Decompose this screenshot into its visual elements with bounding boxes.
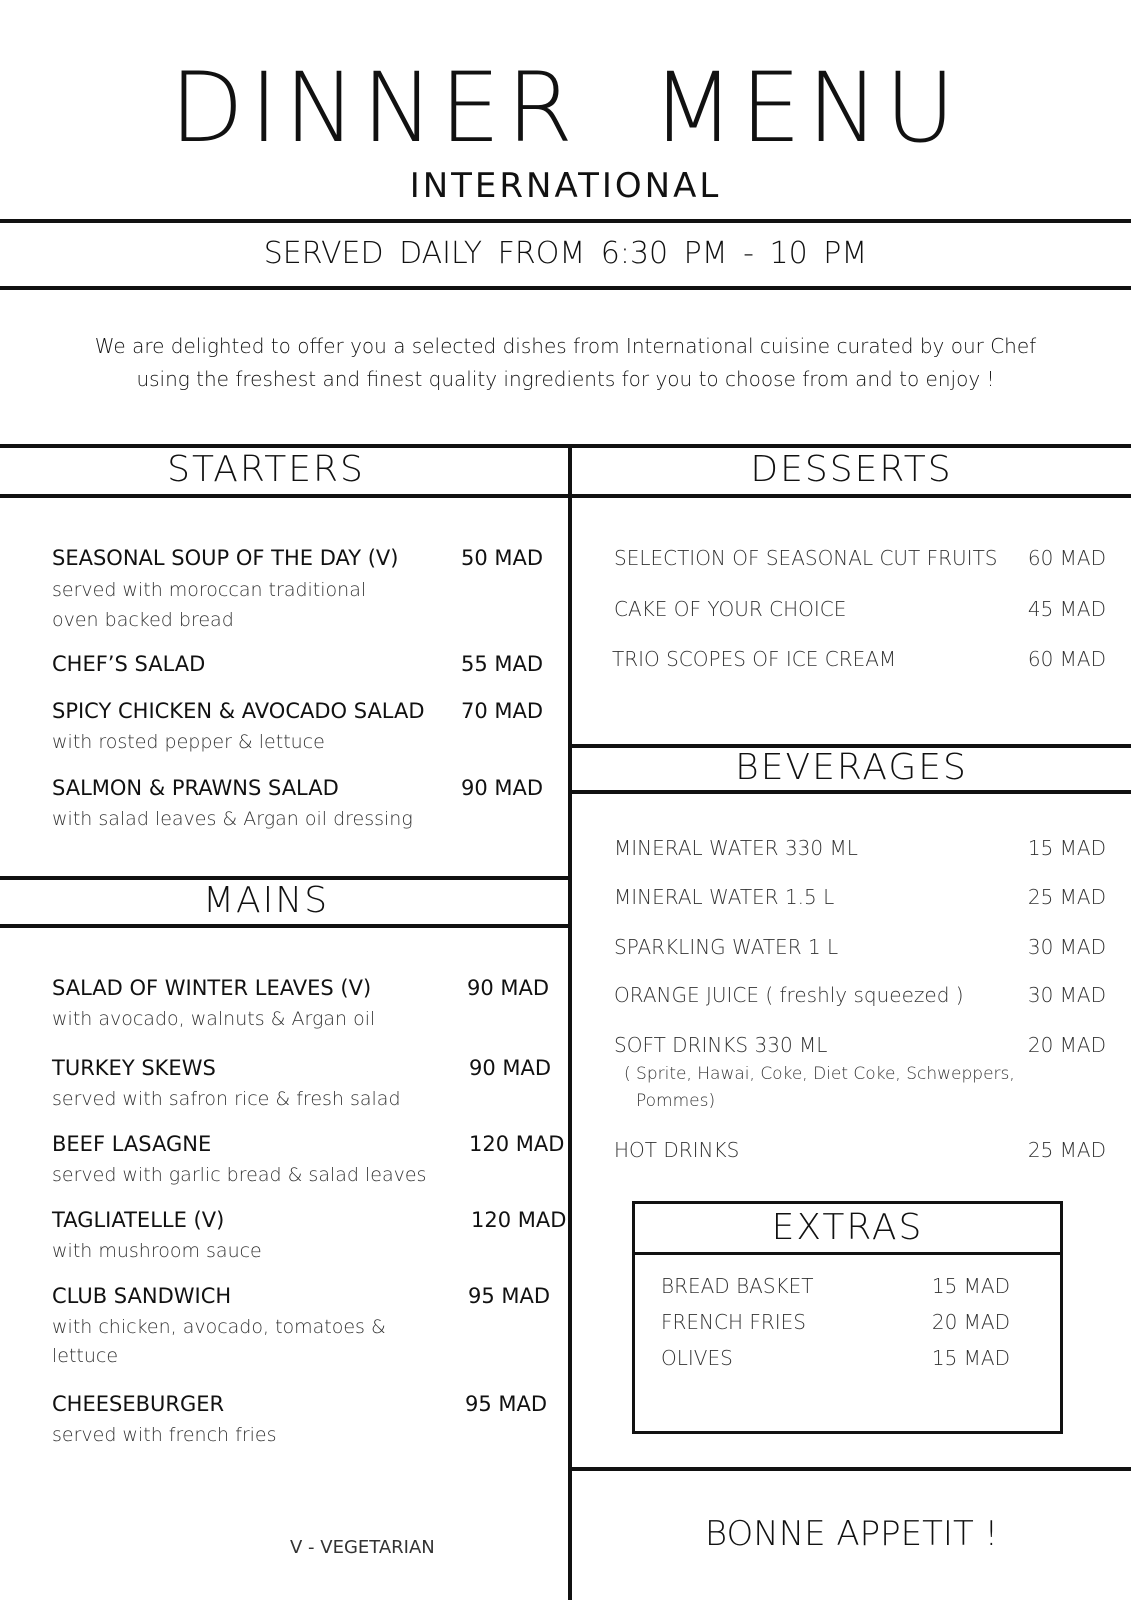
main-name: TURKEY SKEWS	[52, 1056, 216, 1080]
main-description: served with french fries	[52, 1424, 277, 1446]
divider	[0, 286, 1131, 290]
divider	[570, 790, 1131, 794]
dessert-price: 60 MAD	[1027, 647, 1106, 671]
main-price: 120 MAD	[469, 1132, 565, 1156]
divider	[570, 1467, 1131, 1471]
extra-price: 20 MAD	[931, 1310, 1010, 1334]
main-name: CLUB SANDWICH	[52, 1284, 232, 1308]
starter-description: with rosted pepper & lettuce	[52, 731, 325, 753]
beverage-description: ( Sprite, Hawai, Coke, Diet Coke, Schweppers,	[624, 1064, 1015, 1084]
main-name: CHEESEBURGER	[52, 1392, 225, 1416]
divider	[632, 1252, 1063, 1255]
main-name: BEEF LASAGNE	[52, 1132, 212, 1156]
starter-description: oven backed bread	[52, 609, 234, 631]
main-description: lettuce	[52, 1345, 119, 1367]
beverage-price: 20 MAD	[1027, 1033, 1106, 1057]
extra-name: BREAD BASKET	[661, 1274, 814, 1298]
main-description: with chicken, avocado, tomatoes &	[52, 1316, 386, 1338]
dessert-name: SELECTION OF SEASONAL CUT FRUITS	[614, 546, 998, 570]
dessert-price: 45 MAD	[1027, 597, 1106, 621]
extra-price: 15 MAD	[931, 1274, 1010, 1298]
starter-price: 70 MAD	[461, 699, 544, 723]
starter-price: 90 MAD	[461, 776, 544, 800]
starter-description: served with moroccan traditional	[52, 579, 367, 601]
starter-name: SPICY CHICKEN & AVOCADO SALAD	[52, 699, 425, 723]
beverage-description: Pommes)	[636, 1091, 716, 1111]
main-description: served with safron rice & fresh salad	[52, 1088, 401, 1110]
beverages-title: BEVERAGES	[735, 747, 968, 788]
main-description: with avocado, walnuts & Argan oil	[52, 1008, 376, 1030]
beverage-name: MINERAL WATER 1.5 L	[614, 885, 835, 909]
main-name: SALAD OF WINTER LEAVES (V)	[52, 976, 372, 1000]
beverage-name: SOFT DRINKS 330 ML	[614, 1033, 828, 1057]
main-price: 90 MAD	[469, 1056, 552, 1080]
starters-title: STARTERS	[167, 449, 365, 490]
dessert-price: 60 MAD	[1027, 546, 1106, 570]
mains-title: MAINS	[202, 880, 330, 921]
beverage-name: ORANGE JUICE ( freshly squeezed )	[614, 983, 964, 1007]
beverage-price: 30 MAD	[1027, 983, 1106, 1007]
main-description: with mushroom sauce	[52, 1240, 262, 1262]
main-price: 120 MAD	[471, 1208, 567, 1232]
starter-price: 50 MAD	[461, 546, 544, 570]
beverage-name: MINERAL WATER 330 ML	[614, 836, 858, 860]
column-divider	[568, 444, 572, 1600]
dessert-name: CAKE OF YOUR CHOICE	[614, 597, 847, 621]
intro-text	[60, 330, 1071, 396]
main-price: 90 MAD	[467, 976, 550, 1000]
extra-name: OLIVES	[661, 1346, 733, 1370]
serving-hours: SERVED DAILY FROM 6:30 PM - 10 PM	[263, 236, 868, 271]
intro-line: We are delighted to offer you a selected dishes from International cuisine curated by our Chef	[94, 334, 1037, 358]
beverage-name: HOT DRINKS	[614, 1138, 740, 1162]
main-price: 95 MAD	[465, 1392, 548, 1416]
closing-text: BONNE APPETIT !	[704, 1514, 999, 1554]
vegetarian-note: V - VEGETARIAN	[290, 1537, 435, 1558]
main-description: served with garlic bread & salad leaves	[52, 1164, 427, 1186]
starter-price: 55 MAD	[461, 652, 544, 676]
starter-name: CHEF’S SALAD	[52, 652, 206, 676]
main-name: TAGLIATELLE (V)	[52, 1208, 225, 1232]
starter-name: SEASONAL SOUP OF THE DAY (V)	[52, 546, 399, 570]
divider	[0, 219, 1131, 223]
starter-name: SALMON & PRAWNS SALAD	[52, 776, 339, 800]
extra-price: 15 MAD	[931, 1346, 1010, 1370]
beverage-price: 30 MAD	[1027, 935, 1106, 959]
menu-title: DINNER MENU	[169, 52, 962, 164]
divider	[0, 924, 570, 928]
extra-name: FRENCH FRIES	[661, 1310, 806, 1334]
starter-description: with salad leaves & Argan oil dressing	[52, 808, 413, 830]
dessert-name: TRIO SCOPES OF ICE CREAM	[612, 647, 897, 671]
beverage-price: 25 MAD	[1027, 885, 1106, 909]
beverage-name: SPARKLING WATER 1 L	[614, 935, 839, 959]
extras-title: EXTRAS	[771, 1207, 924, 1248]
intro-line: using the freshest and finest quality ingredients for you to choose from and to enjoy !	[136, 367, 995, 391]
divider	[0, 494, 1131, 498]
main-price: 95 MAD	[468, 1284, 551, 1308]
beverage-price: 15 MAD	[1027, 836, 1106, 860]
desserts-title: DESSERTS	[750, 449, 953, 490]
menu-subtitle: INTERNATIONAL	[409, 166, 722, 206]
beverage-price: 25 MAD	[1027, 1138, 1106, 1162]
